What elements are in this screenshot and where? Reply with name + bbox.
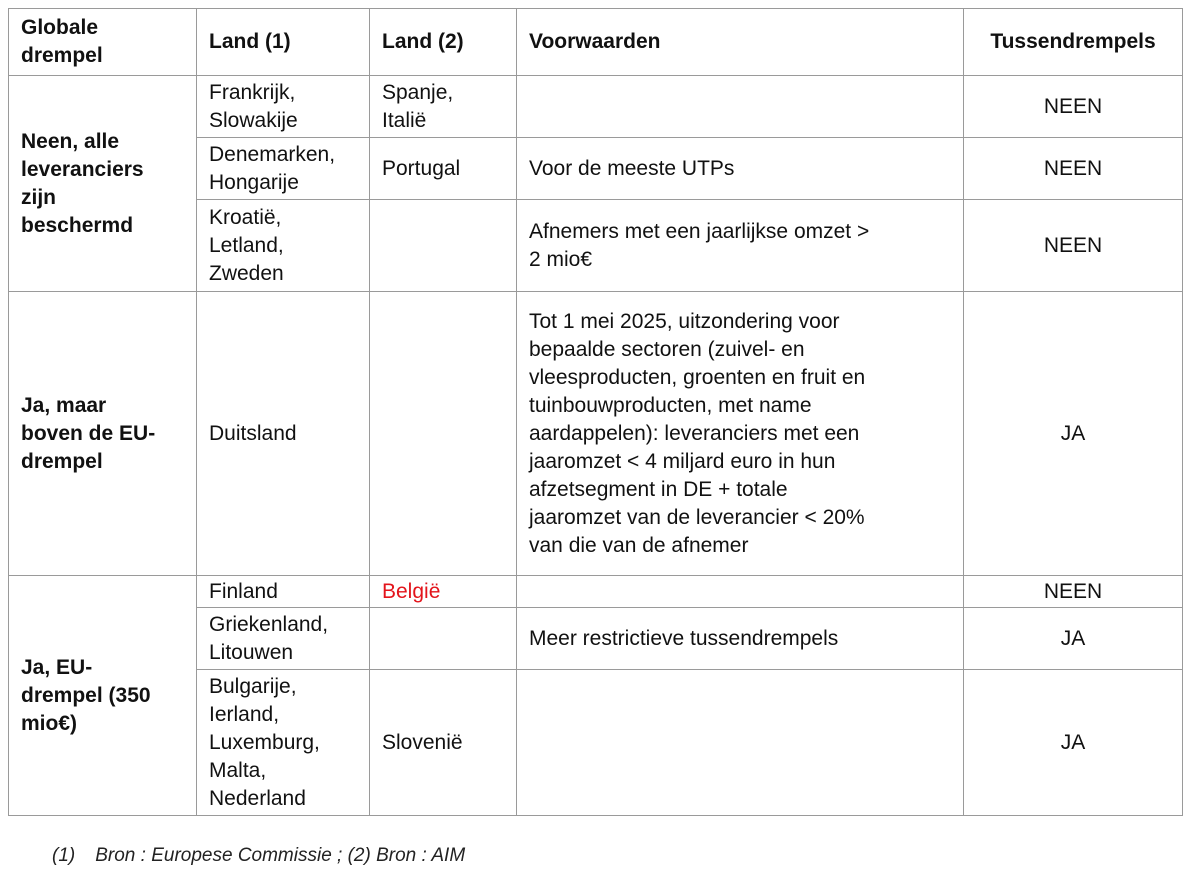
group-label-ja-eu: Ja, EU- drempel (350 mio€) (9, 576, 197, 816)
table-row (9, 76, 1183, 138)
cell-voorwaarden (517, 76, 964, 138)
cell-land1: Kroatië, Letland, Zweden (197, 200, 370, 292)
header-land-2: Land (2) (370, 9, 517, 76)
header-voorwaarden: Voorwaarden (517, 9, 964, 76)
cell-voorwaarden: Tot 1 mei 2025, uitzondering voor bepaalde sectoren (zuivel- en vleesproducten, groenten en fruit en tuinbouwproducten, met name aardappelen): leveranciers met een jaaromzet < 4 miljard euro in hun afzetsegment in DE + totale jaaromzet van de leverancier < 20% van die van de afnemer (517, 292, 964, 576)
cell-land2 (370, 200, 517, 292)
cell-voorwaarden: Afnemers met een jaarlijkse omzet > 2 mio€ (517, 200, 964, 292)
cell-land2: Slovenië (370, 670, 517, 816)
cell-land1: Denemarken, Hongarije (197, 138, 370, 200)
cell-tussendrempels: JA (964, 608, 1183, 670)
cell-land2 (370, 608, 517, 670)
header-tussendrempels: Tussendrempels (964, 9, 1183, 76)
table-row (9, 292, 1183, 576)
footnote-number: (1) (52, 845, 76, 866)
cell-land2 (370, 292, 517, 576)
cell-voorwaarden (517, 670, 964, 816)
cell-voorwaarden (517, 576, 964, 608)
cell-tussendrempels: NEEN (964, 576, 1183, 608)
table-row (9, 576, 1183, 608)
footnote-text: Bron : Europese Commissie ; (2) Bron : AIM (95, 845, 466, 866)
cell-land1: Griekenland, Litouwen (197, 608, 370, 670)
group-label-neen: Neen, alle leveranciers zijn beschermd (9, 76, 197, 292)
cell-tussendrempels: NEEN (964, 76, 1183, 138)
group-label-ja-boven: Ja, maar boven de EU- drempel (9, 292, 197, 576)
cell-land1: Bulgarije, Ierland, Luxemburg, Malta, Nederland (197, 670, 370, 816)
threshold-table (8, 8, 1183, 816)
cell-tussendrempels: JA (964, 292, 1183, 576)
cell-land2: Portugal (370, 138, 517, 200)
cell-tussendrempels: NEEN (964, 200, 1183, 292)
cell-land1: Duitsland (197, 292, 370, 576)
cell-tussendrempels: NEEN (964, 138, 1183, 200)
source-footnote (52, 845, 465, 867)
cell-voorwaarden: Meer restrictieve tussendrempels (517, 608, 964, 670)
cell-land1: Finland (197, 576, 370, 608)
cell-voorwaarden: Voor de meeste UTPs (517, 138, 964, 200)
cell-land1: Frankrijk, Slowakije (197, 76, 370, 138)
table-header-row (9, 9, 1183, 76)
cell-land2-highlighted: België (370, 576, 517, 608)
cell-tussendrempels: JA (964, 670, 1183, 816)
cell-land2: Spanje, Italië (370, 76, 517, 138)
header-globale-drempel: Globale drempel (9, 9, 197, 76)
header-land-1: Land (1) (197, 9, 370, 76)
